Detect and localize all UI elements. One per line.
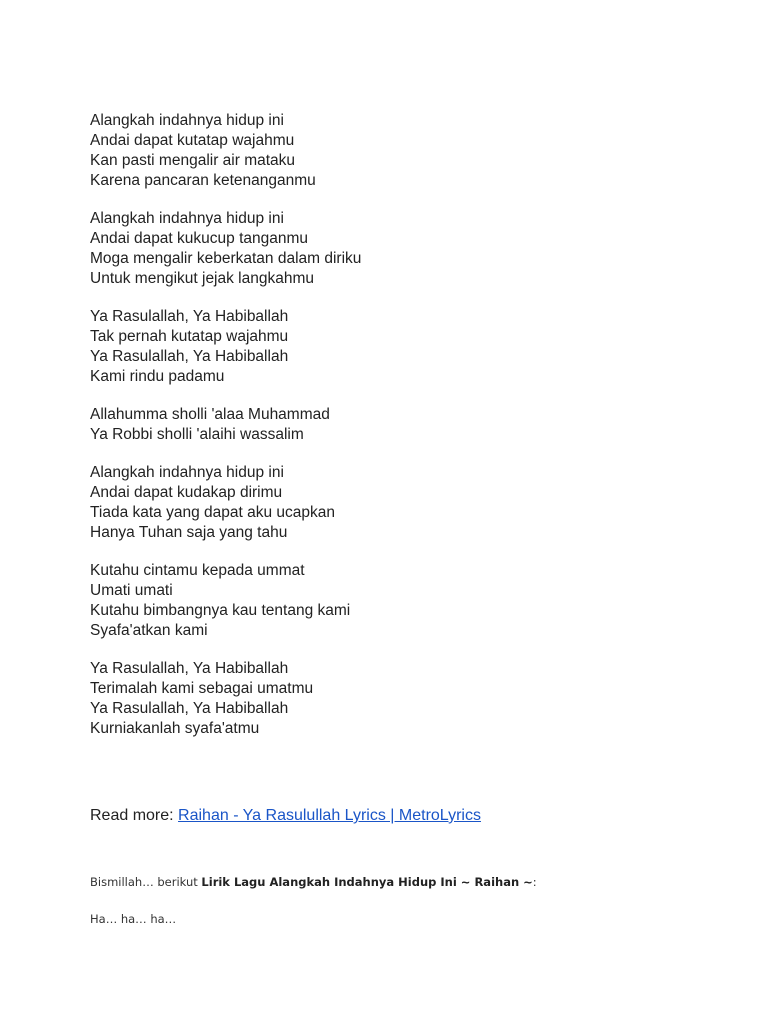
lyric-line: Ya Rasulallah, Ya Habiballah: [90, 348, 289, 365]
lyric-line: Kami rindu padamu: [90, 368, 225, 385]
lyric-stanza: [90, 659, 690, 739]
lyric-stanza: [90, 111, 690, 191]
lyric-line: Ya Rasulallah, Ya Habiballah: [90, 700, 289, 717]
lyric-line: Syafa'atkan kami: [90, 622, 208, 639]
lyric-stanza: [90, 561, 690, 641]
lyric-line: Andai dapat kutatap wajahmu: [90, 132, 295, 149]
intro-prefix: Bismillah… berikut: [90, 875, 202, 889]
lyric-line: Kutahu bimbangnya kau tentang kami: [90, 602, 351, 619]
intro-suffix: :: [532, 875, 537, 889]
lyrics-body: [90, 111, 690, 757]
lyric-stanza: [90, 463, 690, 543]
intro-line: [90, 874, 537, 890]
lyric-line: Karena pancaran ketenanganmu: [90, 172, 316, 189]
lyric-line: Alangkah indahnya hidup ini: [90, 210, 284, 227]
lyric-stanza: [90, 405, 690, 445]
lyric-line: Andai dapat kukucup tanganmu: [90, 230, 309, 247]
lyric-stanza: [90, 307, 690, 387]
lyric-line: Ya Rasulallah, Ya Habiballah: [90, 660, 289, 677]
lyric-line: Tiada kata yang dapat aku ucapkan: [90, 504, 336, 521]
lyric-line: Hanya Tuhan saja yang tahu: [90, 524, 288, 541]
lyric-line: Ya Rasulallah, Ya Habiballah: [90, 308, 289, 325]
lyric-line: Ya Robbi sholli 'alaihi wassalim: [90, 426, 304, 443]
lyric-line: Tak pernah kutatap wajahmu: [90, 328, 289, 345]
lyric-line: Allahumma sholli 'alaa Muhammad: [90, 406, 330, 423]
intro-song-title: Lirik Lagu Alangkah Indahnya Hidup Ini ~ Raihan ~: [201, 875, 533, 889]
lyric-line: Kan pasti mengalir air mataku: [90, 152, 296, 169]
lyric-line: Moga mengalir keberkatan dalam diriku: [90, 250, 362, 267]
lyric-line: Alangkah indahnya hidup ini: [90, 112, 284, 129]
lyric-line: Kutahu cintamu kepada ummat: [90, 562, 305, 579]
read-more-prefix: Read more:: [90, 807, 179, 824]
read-more-line: [90, 806, 481, 826]
lyric-line: Untuk mengikut jejak langkahmu: [90, 270, 315, 287]
lyric-line: Andai dapat kudakap dirimu: [90, 484, 283, 501]
lyric-line: Terimalah kami sebagai umatmu: [90, 680, 314, 697]
metrolyrics-link[interactable]: Raihan - Ya Rasulullah Lyrics | MetroLyrics: [178, 807, 481, 824]
lyric-line: Umati umati: [90, 582, 173, 599]
lyric-line: Kurniakanlah syafa'atmu: [90, 720, 260, 737]
lyric-stanza: [90, 209, 690, 289]
lyric-line: Alangkah indahnya hidup ini: [90, 464, 284, 481]
ha-line: Ha… ha… ha…: [90, 912, 177, 926]
